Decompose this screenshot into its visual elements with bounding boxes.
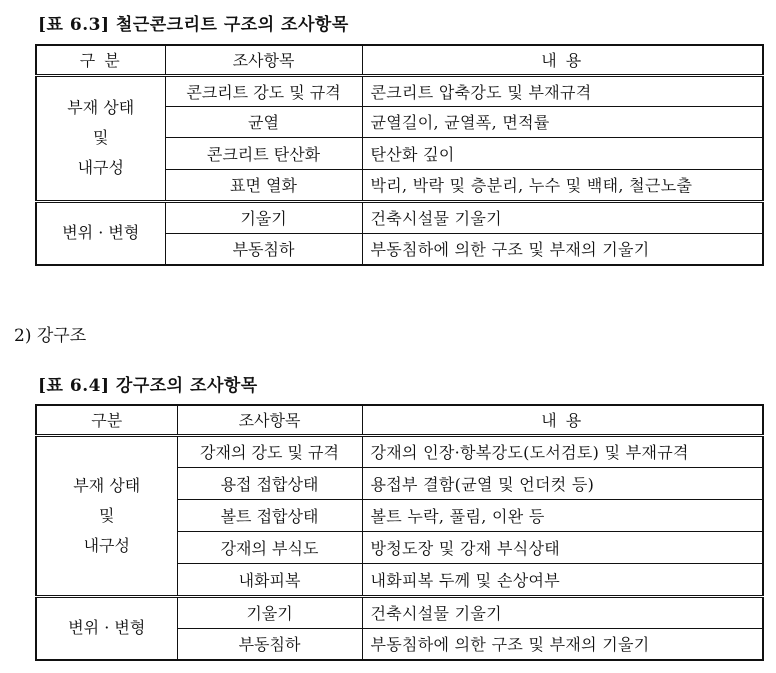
group-line: 부재 상태 xyxy=(73,475,141,495)
table-6-4 xyxy=(35,404,764,661)
item-cell: 기울기 xyxy=(177,596,362,628)
header-content: 내 용 xyxy=(362,405,763,435)
item-cell: 볼트 접합상태 xyxy=(177,499,362,531)
item-cell: 기울기 xyxy=(165,201,362,233)
header-category: 구분 xyxy=(36,405,177,435)
group-displacement xyxy=(36,201,165,265)
group-member-condition xyxy=(36,75,165,201)
group-line: 변위 · 변형 xyxy=(68,618,146,638)
content-cell: 방청도장 및 강재 부식상태 xyxy=(362,531,763,563)
item-cell: 균열 xyxy=(165,106,362,137)
item-cell: 강재의 부식도 xyxy=(177,531,362,563)
header-item: 조사항목 xyxy=(177,405,362,435)
content-cell: 용접부 결함(균열 및 언더컷 등) xyxy=(362,467,763,499)
item-cell: 콘크리트 강도 및 규격 xyxy=(165,75,362,106)
header-category: 구 분 xyxy=(36,45,165,75)
content-cell: 부동침하에 의한 구조 및 부재의 기울기 xyxy=(362,233,763,265)
content-cell: 강재의 인장·항복강도(도서검토) 및 부재규격 xyxy=(362,435,763,467)
table-6-3 xyxy=(35,44,764,266)
content-cell: 균열길이, 균열폭, 면적률 xyxy=(362,106,763,137)
content-cell: 콘크리트 압축강도 및 부재규격 xyxy=(362,75,763,106)
table-6-4-caption: [표 6.4] 강구조의 조사항목 xyxy=(38,376,258,396)
section-subheading: 2) 강구조 xyxy=(14,326,87,346)
header-content: 내 용 xyxy=(362,45,763,75)
group-line: 변위 · 변형 xyxy=(62,223,140,243)
content-cell: 건축시설물 기울기 xyxy=(362,201,763,233)
group-line: 및 xyxy=(99,505,115,525)
item-cell: 표면 열화 xyxy=(165,169,362,201)
item-cell: 내화피복 xyxy=(177,563,362,596)
item-cell: 콘크리트 탄산화 xyxy=(165,137,362,169)
content-cell: 볼트 누락, 풀림, 이완 등 xyxy=(362,499,763,531)
group-line: 및 xyxy=(93,128,109,147)
item-cell: 부동침하 xyxy=(165,233,362,265)
group-member-condition xyxy=(36,435,177,596)
content-cell: 내화피복 두께 및 손상여부 xyxy=(362,563,763,596)
content-cell: 건축시설물 기울기 xyxy=(362,596,763,628)
item-cell: 용접 접합상태 xyxy=(177,467,362,499)
content-cell: 박리, 박락 및 층분리, 누수 및 백태, 철근노출 xyxy=(362,169,763,201)
group-displacement xyxy=(36,596,177,660)
header-item: 조사항목 xyxy=(165,45,362,75)
table-6-3-caption: [표 6.3] 철근콘크리트 구조의 조사항목 xyxy=(38,15,349,35)
item-cell: 강재의 강도 및 규격 xyxy=(177,435,362,467)
group-line: 부재 상태 xyxy=(67,98,135,117)
content-cell: 부동침하에 의한 구조 및 부재의 기울기 xyxy=(362,628,763,660)
group-line: 내구성 xyxy=(77,158,124,177)
item-cell: 부동침하 xyxy=(177,628,362,660)
content-cell: 탄산화 깊이 xyxy=(362,137,763,169)
group-line: 내구성 xyxy=(83,535,130,555)
